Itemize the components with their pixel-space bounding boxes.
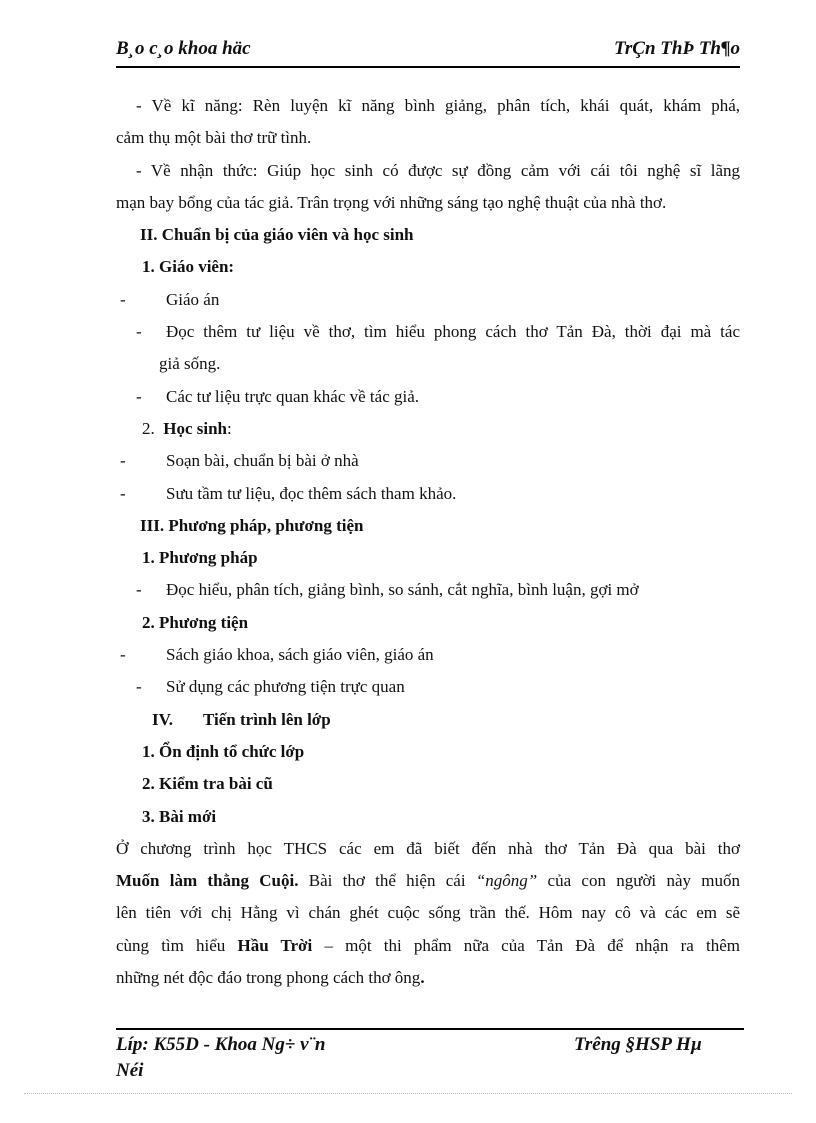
paragraph-line-3: lên tiên với chị Hằng vì chán ghét cuộc sống trần thế. Hôm nay cô và các em sẽ <box>116 903 740 923</box>
list-item: - Soạn bài, chuẩn bị bài ở nhà <box>116 445 740 477</box>
bullet-dash: - <box>120 451 126 471</box>
giao-vien-heading: 1. Giáo viên: <box>142 257 235 277</box>
ki-nang-line-2: cảm thụ một bài thơ trữ tình. <box>116 128 312 148</box>
paragraph-line-2: Muốn làm thằng Cuội. Bài thơ thể hiện cái “ngông” của con người này muốn <box>116 871 740 891</box>
bullet-dash: - <box>120 289 126 309</box>
footer-city: Néi <box>116 1060 144 1081</box>
list-item: - Sử dụng các phương tiện trực quan <box>116 671 740 703</box>
on-dinh-heading: 1. Ổn định tổ chức lớp <box>142 741 305 761</box>
list-item: - Giáo án <box>116 284 740 316</box>
document-body <box>116 90 740 994</box>
footer-class: Líp: K55D - Khoa Ng÷ v¨n <box>116 1034 326 1055</box>
section-iv-heading: IV. Tiến trình lên lớp <box>152 709 331 729</box>
list-item: - Sưu tầm tư liệu, đọc thêm sách tham khảo. <box>116 478 740 510</box>
hoc-sinh-heading: 2. Học sinh: <box>142 418 232 438</box>
header-title: B¸o c¸o khoa häc <box>116 38 251 59</box>
section-iii-heading: III. Phương pháp, phương tiện <box>140 515 364 535</box>
bullet-dash: - <box>136 322 142 342</box>
list-item: - Các tư liệu trực quan khác về tác giả. <box>116 381 740 413</box>
paragraph-line-4: cùng tìm hiểu Hầu Trời – một thi phẩm nữa của Tản Đà để nhận ra thêm <box>116 935 740 955</box>
phuong-phap-heading: 1. Phương pháp <box>142 548 258 568</box>
page-header <box>116 38 740 68</box>
list-item-continuation: giả sống. <box>159 354 221 374</box>
bai-moi-heading: 3. Bài mới <box>142 806 217 826</box>
page-bottom-border <box>24 1093 792 1094</box>
bullet-dash: - <box>136 580 142 600</box>
paragraph-line-1: Ở chương trình học THCS các em đã biết đến nhà thơ Tản Đà qua bài thơ <box>116 838 740 858</box>
bullet-dash: - <box>136 386 142 406</box>
bullet-dash: - <box>120 645 126 665</box>
ki-nang-line-1: - Về kĩ năng: Rèn luyện kĩ năng bình giảng, phân tích, khái quát, khám phá, <box>136 96 740 115</box>
list-item: - Sách giáo khoa, sách giáo viên, giáo án <box>116 639 740 671</box>
bullet-dash: - <box>120 483 126 503</box>
header-author: TrÇn ThÞ Th¶o <box>614 38 740 59</box>
nhan-thuc-line-1: - Về nhận thức: Giúp học sinh có được sự đồng cảm với cái tôi nghệ sĩ lãng <box>136 160 740 180</box>
section-ii-heading: II. Chuẩn bị của giáo viên và học sinh <box>140 225 414 245</box>
phuong-tien-heading: 2. Phương tiện <box>142 612 249 632</box>
nhan-thuc-line-2: mạn bay bổng của tác giả. Trân trọng với những sáng tạo nghệ thuật của nhà thơ. <box>116 192 667 212</box>
bullet-dash: - <box>136 677 142 697</box>
footer-school: Trêng §HSP Hµ <box>574 1034 702 1055</box>
paragraph-line-5: những nét độc đáo trong phong cách thơ ông. <box>116 968 425 988</box>
list-item: - Đọc hiểu, phân tích, giảng bình, so sánh, cắt nghĩa, bình luận, gợi mở <box>116 574 740 606</box>
kiem-tra-heading: 2. Kiểm tra bài cũ <box>142 774 273 794</box>
list-item: - Đọc thêm tư liệu về thơ, tìm hiểu phong cách thơ Tản Đà, thời đại mà tác <box>116 316 740 348</box>
footer-rule <box>116 1028 744 1030</box>
